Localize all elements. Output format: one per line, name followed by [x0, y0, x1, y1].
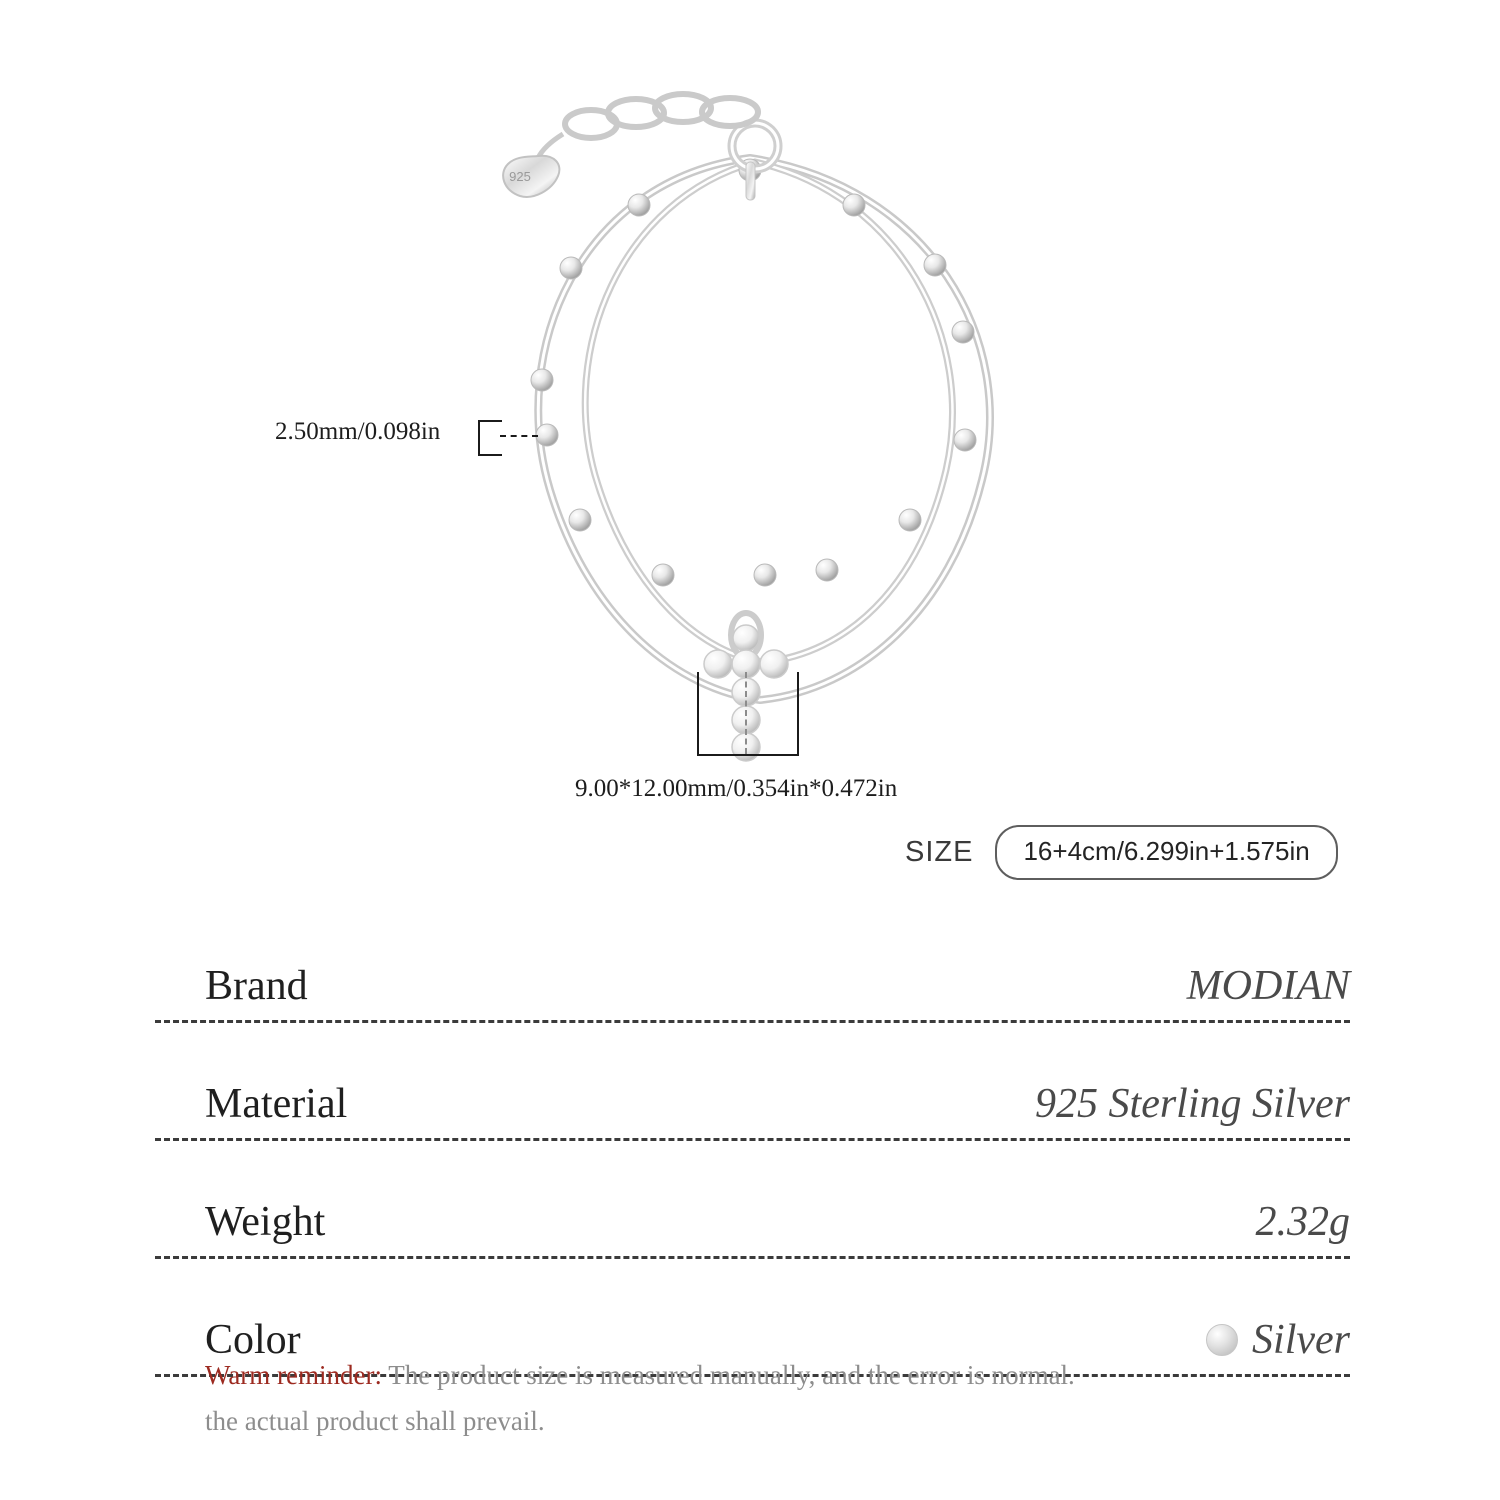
spec-key-weight: Weight: [205, 1199, 326, 1245]
pendant-dimension-bracket: [697, 672, 799, 756]
spec-key-brand: Brand: [205, 963, 308, 1009]
extender-chain: [538, 94, 758, 158]
spec-key-color: Color: [205, 1317, 301, 1363]
table-row: [155, 905, 1350, 1023]
bead-dimension-leader: [500, 435, 538, 437]
pendant-dimension-label: 9.00*12.00mm/0.354in*0.472in: [575, 775, 898, 802]
spec-value-weight: 2.32g: [1255, 1199, 1350, 1245]
spec-value-color: Silver: [1252, 1317, 1350, 1363]
size-row: [905, 825, 1338, 880]
spec-value-material: 925 Sterling Silver: [1035, 1081, 1350, 1127]
svg-text:925: 925: [509, 169, 531, 184]
warm-reminder: [205, 1352, 1355, 1444]
spec-table: [155, 905, 1350, 1377]
spec-key-material: Material: [205, 1081, 348, 1127]
outer-chain: [538, 158, 990, 700]
size-label: SIZE: [905, 836, 974, 868]
bead-dimension-bracket: [478, 420, 502, 456]
table-row: [155, 1141, 1350, 1259]
spec-value-brand: MODIAN: [1186, 963, 1350, 1009]
stamp-tag-925: [503, 156, 559, 197]
warm-reminder-line2: the actual product shall prevail.: [205, 1406, 545, 1436]
warm-reminder-title: Warm reminder:: [205, 1360, 383, 1390]
table-row: [155, 1023, 1350, 1141]
chain-beads: [531, 159, 976, 586]
size-value-badge: 16+4cm/6.299in+1.575in: [995, 825, 1337, 880]
pendant-dimension-divider: [745, 672, 747, 754]
bead-dimension-label: 2.50mm/0.098in: [275, 418, 441, 445]
warm-reminder-line1: The product size is measured manually, and the error is normal.: [382, 1360, 1075, 1390]
inner-beaded-chain: [585, 162, 952, 662]
